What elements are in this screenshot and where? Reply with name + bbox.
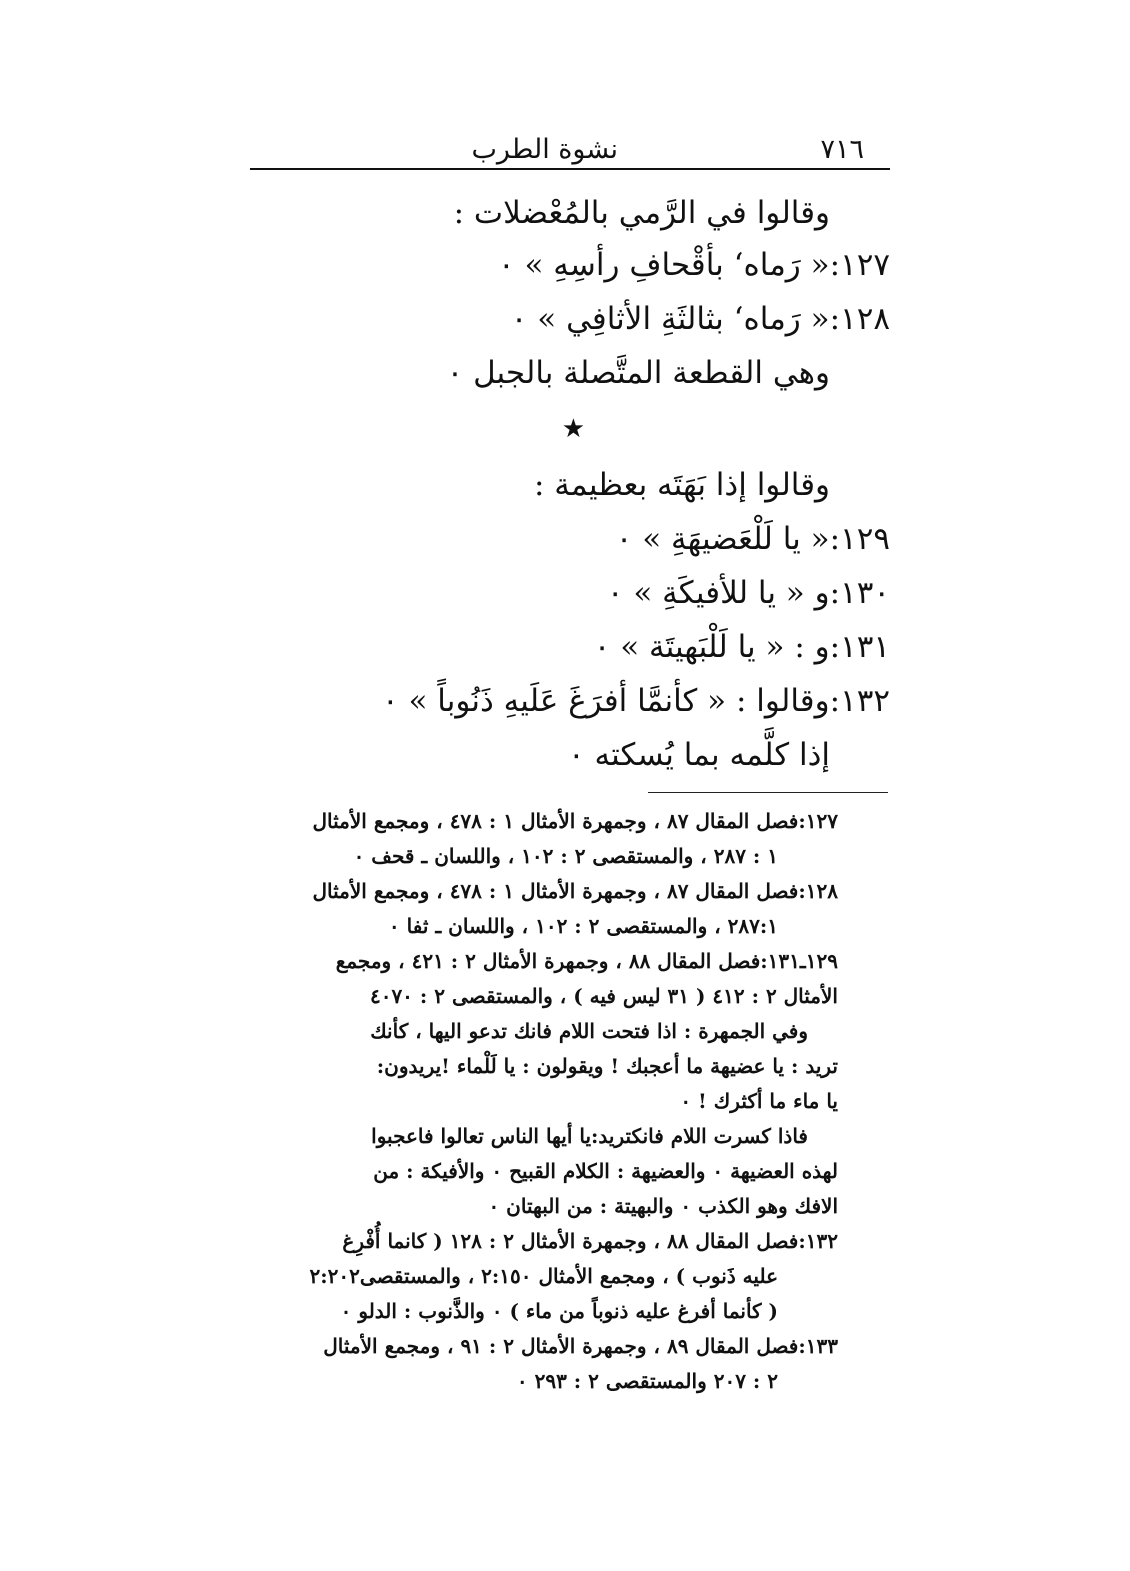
- footnote-line: ١٢٧:فصل المقال ٨٧ ، وجمهرة الأمثال ١ : ٤٧٨ ، ومجمع الأمثال: [312, 809, 838, 833]
- footnote-line: فاذا كسرت اللام فانكتريد:يا أيها الناس تعالوا فاعجبوا: [371, 1124, 808, 1148]
- text-line: وهي القطعة المتَّصلة بالجبل ٠: [446, 355, 830, 391]
- proverb-line: ١٢٨:« رَماه‘ بثالثَةِ الأثافِي » ٠: [510, 301, 890, 337]
- text-line: وقالوا في الرَّمي بالمُعْضلات :: [453, 195, 830, 231]
- text-line: وقالوا إذا بَهَتَه بعظيمة :: [534, 467, 830, 503]
- proverb-line: ١٣١:و : « يا لَلْبَهيتَة » ٠: [593, 629, 890, 665]
- footnote-line: ٢ : ٢٠٧ والمستقصى ٢ : ٢٩٣ ٠: [516, 1369, 778, 1393]
- footnote-line: ٢٨٧:١ ، والمستقصى ٢ : ١٠٢ ، واللسان ـ ثفا ٠: [388, 914, 778, 938]
- footnote-line: ( كأنما أفرغ عليه ذنوباً من ماء ) ٠ والذَّنوب : الدلو ٠: [340, 1299, 778, 1323]
- footnote-line: ١ : ٢٨٧ ، والمستقصى ٢ : ١٠٢ ، واللسان ـ قحف ٠: [353, 844, 778, 868]
- footnote-line: لهذه العضيهة ٠ والعضيهة : الكلام القبيح ٠ والأفيكة : من: [373, 1159, 838, 1183]
- text-line: إذا كلَّمه بما يُسكته ٠: [567, 737, 830, 773]
- footnote-line: ١٣٣:فصل المقال ٨٩ ، وجمهرة الأمثال ٢ : ٩١ ، ومجمع الأمثال: [323, 1334, 838, 1358]
- proverb-line: ١٢٧:« رَماه‘ بأقْحافِ رأسِهِ » ٠: [497, 247, 890, 283]
- section-star-divider: ★: [561, 414, 585, 444]
- proverb-line: ١٢٩:« يا لَلْعَضيهَةِ » ٠: [615, 521, 890, 557]
- proverb-line: ١٣٠:و « يا للأفيكَةِ » ٠: [606, 575, 890, 611]
- footnote-line: ١٢٩ـ١٣١:فصل المقال ٨٨ ، وجمهرة الأمثال ٢ : ٤٢١ ، ومجمع: [335, 949, 838, 973]
- proverb-line: ١٣٢:وقالوا : « كأنمَّا أفرَغَ عَلَيهِ ذَنُوباً » ٠: [381, 683, 890, 719]
- header-rule: [250, 168, 890, 170]
- main-text: [170, 188, 890, 782]
- footnote-line: يا ماء ما أكثرك ! ٠: [680, 1089, 838, 1113]
- footnote-line: عليه ذَنوب ) ، ومجمع الأمثال ٢:١٥٠ ، والمستقصى٢:٢٠٢: [309, 1264, 778, 1288]
- footnote-line: الأمثال ٢ : ٤١٢ ( ٣١ ليس فيه ) ، والمستقصى ٢ : ٤٠٧٠: [369, 984, 838, 1008]
- footnote-line: ١٢٨:فصل المقال ٨٧ ، وجمهرة الأمثال ١ : ٤٧٨ ، ومجمع الأمثال: [312, 879, 838, 903]
- footnotes: [238, 804, 838, 1399]
- footnote-line: تريد : يا عضيهة ما أعجبك ! ويقولون : يا لَلْماء !يريدون:: [376, 1054, 838, 1078]
- running-title: نشوة الطرب: [471, 134, 618, 165]
- footnote-rule: [648, 792, 888, 793]
- footnote-line: ١٣٢:فصل المقال ٨٨ ، وجمهرة الأمثال ٢ : ١٢٨ ( كانما أُفْرِغ: [342, 1229, 838, 1253]
- page-number: ٧١٦: [820, 134, 864, 165]
- page-header: [250, 128, 890, 172]
- footnote-line: وفي الجمهرة : اذا فتحت اللام فانك تدعو اليها ، كأنك: [370, 1019, 808, 1043]
- footnote-line: الافك وهو الكذب ٠ والبهيتة : من البهتان ٠: [488, 1194, 838, 1218]
